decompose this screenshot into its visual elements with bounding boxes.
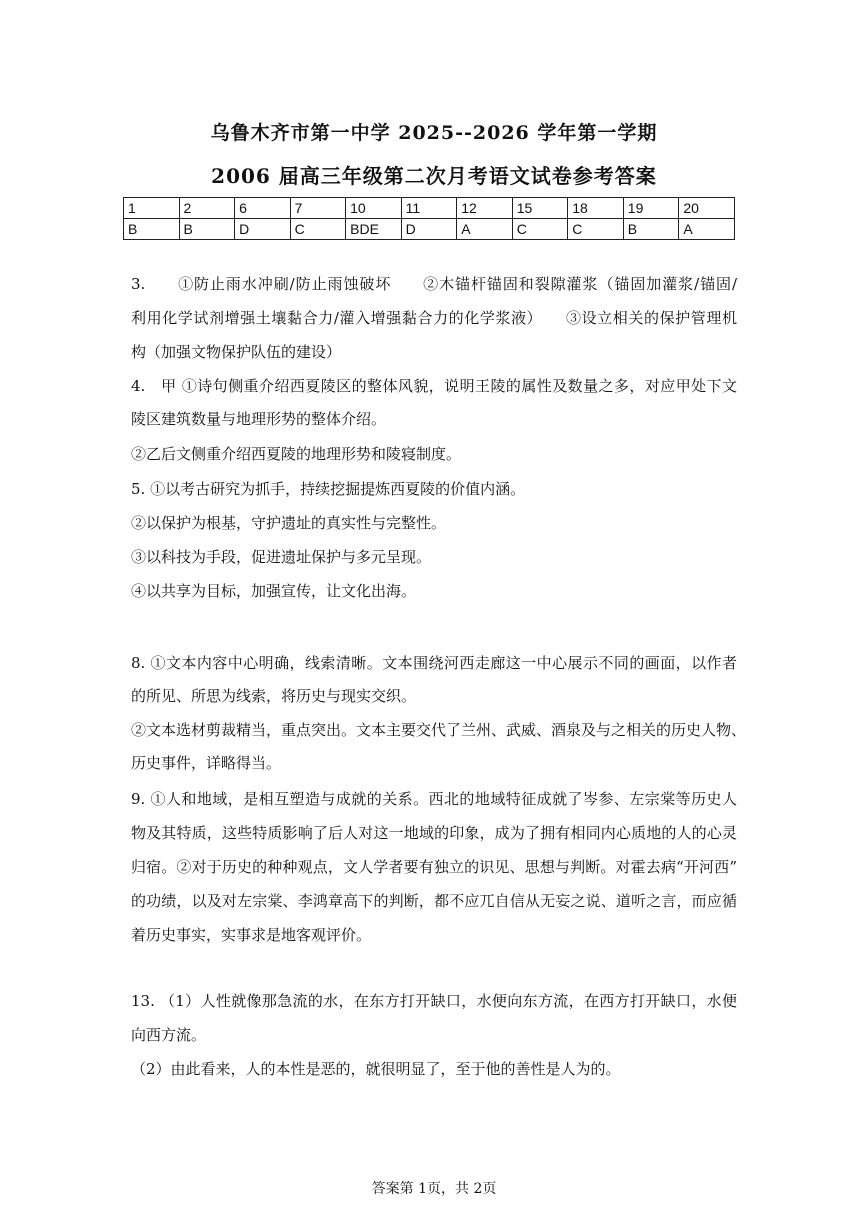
answer-cell: A — [457, 219, 513, 240]
answer-key-table — [123, 197, 735, 240]
answer-cell: C — [512, 219, 568, 240]
answer-line: （2）由此看来，人的本性是恶的，就很明显了，至于他的善性是人为的。 — [131, 1060, 621, 1078]
question-number: 11 — [401, 198, 457, 219]
answer-line: 8. ①文本内容中心明确，线索清晰。文本围绕河西走廊这一中心展示不同的画面，以作者 — [131, 654, 737, 672]
answer-key-numbers-row — [124, 198, 735, 219]
question-number: 19 — [623, 198, 679, 219]
answer-line: 3. ①防止雨水冲刷/防止雨蚀破坏 ②木锚杆锚固和裂隙灌浆（锚固加灌浆/锚固/ — [131, 275, 737, 293]
question-number: 20 — [679, 198, 735, 219]
page-number: 答案第 1页，共 2页 — [371, 1181, 497, 1197]
answer-cell: B — [179, 219, 235, 240]
answer-line: 5. ①以考古研究为抓手，持续挖掘提炼西夏陵的价值内涵。 — [131, 480, 526, 498]
answer-cell: A — [679, 219, 735, 240]
answer-line: 陵区建筑数量与地理形势的整体介绍。 — [131, 410, 387, 428]
answer-line: ②文本选材剪裁精当，重点突出。文本主要交代了兰州、武威、酒泉及与之相关的历史人物、 — [131, 721, 747, 739]
answer-cell: D — [401, 219, 457, 240]
answer-cell: D — [235, 219, 291, 240]
answer-line: 的功绩，以及对左宗棠、李鸿章高下的判断，都不应兀自信从无妄之说、道听之言，而应循 — [131, 892, 737, 910]
answer-line: ②乙后文侧重介绍西夏陵的地理形势和陵寝制度。 — [131, 445, 462, 463]
answer-line: 4. 甲 ①诗句侧重介绍西夏陵区的整体风貌，说明王陵的属性及数量之多，对应甲处下文 — [131, 377, 737, 395]
answer-cell: BDE — [346, 219, 402, 240]
answer-line: ④以共享为目标，加强宣传，让文化出海。 — [131, 582, 417, 600]
answer-cell: B — [623, 219, 679, 240]
answer-line: ③以科技为手段，促进遗址保护与多元呈现。 — [131, 548, 432, 566]
answer-cell: B — [124, 219, 180, 240]
answer-line: 历史事件，详略得当。 — [131, 754, 282, 772]
answer-key-answers-row — [124, 219, 735, 240]
document-subtitle: 2006 届高三年级第二次月考语文试卷参考答案 — [211, 164, 657, 188]
answer-line: 13. （1）人性就像那急流的水，在东方打开缺口，水便向东方流，在西方打开缺口，水便 — [131, 992, 737, 1010]
question-number: 15 — [512, 198, 568, 219]
question-number: 1 — [124, 198, 180, 219]
answer-line: 利用化学试剂增强土壤黏合力/灌入增强黏合力的化学浆液） ③设立相关的保护管理机 — [131, 309, 737, 327]
question-number: 6 — [235, 198, 291, 219]
answer-line: 构（加强文物保护队伍的建设） — [131, 343, 342, 361]
question-number: 18 — [568, 198, 624, 219]
document-title: 乌鲁木齐市第一中学 2025--2026 学年第一学期 — [210, 122, 658, 144]
question-number: 2 — [179, 198, 235, 219]
answer-cell: C — [568, 219, 624, 240]
answer-line: 的所见、所思为线索，将历史与现实交织。 — [131, 687, 417, 705]
answer-line: 向西方流。 — [131, 1026, 207, 1044]
answer-line: 归宿。②对于历史的种种观点，文人学者要有独立的识见、思想与判断。对霍去病“开河西” — [131, 858, 737, 876]
question-number: 7 — [290, 198, 346, 219]
answer-line: ②以保护为根基，守护遗址的真实性与完整性。 — [131, 514, 447, 532]
question-number: 10 — [346, 198, 402, 219]
answer-line: 9. ①人和地域，是相互塑造与成就的关系。西北的地域特征成就了岑参、左宗棠等历史人 — [131, 790, 737, 808]
answer-cell: C — [290, 219, 346, 240]
answer-line: 着历史事实，实事求是地客观评价。 — [131, 926, 372, 944]
question-number: 12 — [457, 198, 513, 219]
answer-line: 物及其特质，这些特质影响了后人对这一地域的印象，成为了拥有相同内心质地的人的心灵 — [131, 824, 737, 842]
